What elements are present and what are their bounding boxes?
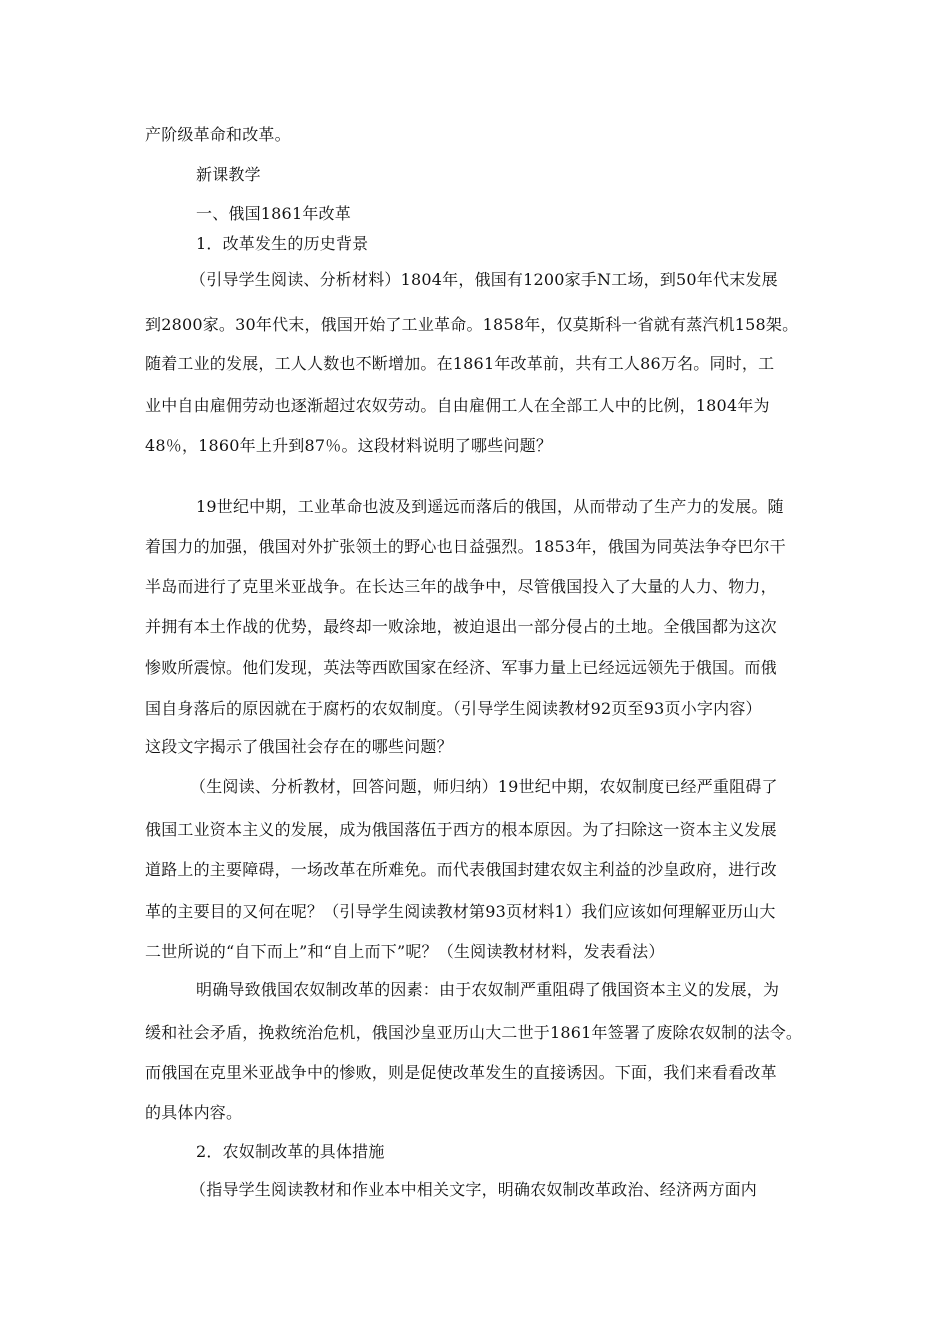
text-line: 并拥有本土作战的优势，最终却一败涂地，被迫退出一部分侵占的土地。全俄国都为这次 [145,617,777,636]
text-line: 产阶级革命和改革。 [145,125,291,144]
text-line: 这段文字揭示了俄国社会存在的哪些问题？ [145,737,453,756]
subsection-heading: 1．改革发生的历史背景 [196,234,369,253]
text-line: 革的主要目的又何在呢？（引导学生阅读教材第93页材料1）我们应该如何理解亚历山大 [145,902,776,921]
text-line: 惨败所震惊。他们发现，英法等西欧国家在经济、军事力量上已经远远领先于俄国。而俄 [145,658,777,677]
subsection-heading: 2．农奴制改革的具体措施 [196,1142,385,1161]
text-line: 19世纪中期，工业革命也波及到遥远而落后的俄国，从而带动了生产力的发展。随 [196,497,784,516]
text-line: 的具体内容。 [145,1103,243,1122]
text-line: 二世所说的“自下而上”和“自上而下”呢？（生阅读教材材料，发表看法） [145,942,665,961]
text-line: 半岛而进行了克里米亚战争。在长达三年的战争中，尽管俄国投入了大量的人力、物力， [145,577,777,596]
text-line: （指导学生阅读教材和作业本中相关文字，明确农奴制改革政治、经济两方面内 [190,1180,758,1199]
text-line: 俄国工业资本主义的发展，成为俄国落伍于西方的根本原因。为了扫除这一资本主义发展 [145,820,777,839]
text-line: （引导学生阅读、分析材料）1804年，俄国有1200家手N工场，到50年代末发展 [190,270,778,289]
section-heading: 新课教学 [196,165,261,184]
text-line: 国自身落后的原因就在于腐朽的农奴制度。（引导学生阅读教材92页至93页小字内容） [145,699,762,718]
text-line: 着国力的加强，俄国对外扩张领土的野心也日益强烈。1853年，俄国为同英法争夺巴尔干 [145,537,786,556]
text-line: 缓和社会矛盾，挽救统治危机，俄国沙皇亚历山大二世于1861年签署了废除农奴制的法令。 [145,1023,803,1042]
text-line: 业中自由雇佣劳动也逐渐超过农奴劳动。自由雇佣工人在全部工人中的比例，1804年为 [145,396,770,415]
text-line: 道路上的主要障碍，一场改革在所难免。而代表俄国封建农奴主利益的沙皇政府，进行改 [145,860,777,879]
text-line: （生阅读、分析教材，回答问题，师归纳）19世纪中期，农奴制度已经严重阻碍了 [190,777,778,796]
text-line: 明确导致俄国农奴制改革的因素：由于农奴制严重阻碍了俄国资本主义的发展，为 [196,980,780,999]
text-line: 随着工业的发展，工人人数也不断增加。在1861年改革前，共有工人86万名。同时，工 [145,354,775,373]
text-line: 到2800家。30年代末，俄国开始了工业革命。1858年，仅莫斯科一省就有蒸汽机158架。 [145,315,799,334]
text-line: 而俄国在克里米亚战争中的惨败，则是促使改革发生的直接诱因。下面，我们来看看改革 [145,1063,777,1082]
text-line: 48％，1860年上升到87％。这段材料说明了哪些问题？ [145,436,553,455]
section-heading: 一、俄国1861年改革 [196,204,351,223]
